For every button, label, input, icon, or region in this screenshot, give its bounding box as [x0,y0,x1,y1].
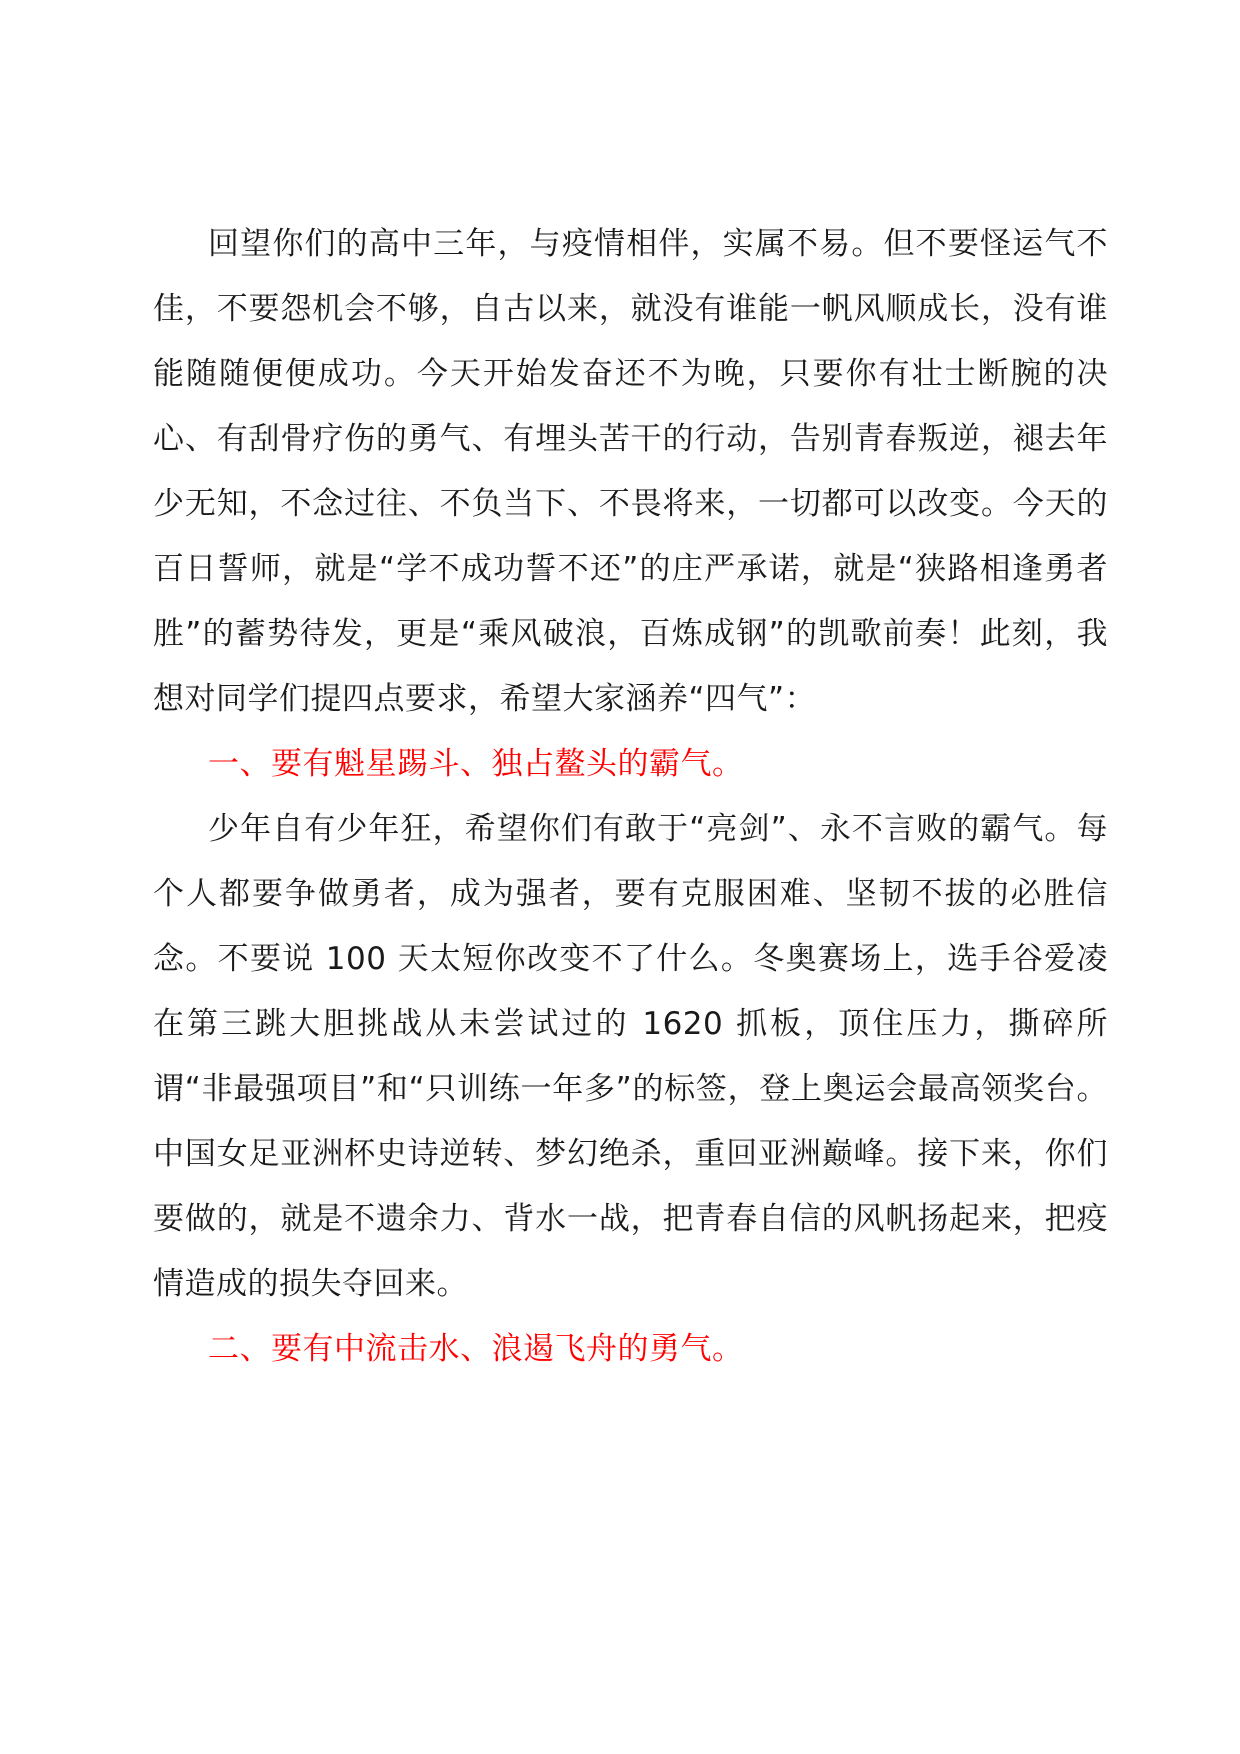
intro-paragraph: 回望你们的高中三年，与疫情相伴，实属不易。但不要怪运气不佳，不要怨机会不够，自古以来，就没有谁能一帆风顺成长，没有谁能随随便便成功。今天开始发奋还不为晚，只要你有壮士断腕的决心、有刮骨疗伤的勇气、有埋头苦干的行动，告别青春叛逆，褪去年少无知，不念过往、不负当下、不畏将来，一切都可以改变。今天的百日誓师，就是“学不成功誓不还”的庄严承诺，就是“狭路相逢勇者胜”的蓄势待发，更是“乘风破浪，百炼成钢”的凯歌前奏！此刻，我想对同学们提四点要求，希望大家涵养“四气”： [153,226,1108,717]
section-1-paragraph: 少年自有少年狂，希望你们有敢于“亮剑”、永不言败的霸气。每个人都要争做勇者，成为强者，要有克服困难、坚韧不拔的必胜信念。不要说 100 天太短你改变不了什么。冬奥赛场上，选手谷爱凌在第三跳大胆挑战从未尝试过的 1620 抓板，顶住压力，撕碎所谓“非最强项目”和“只训练一年多”的标签，登上奥运会最高领奖台。中国女足亚洲杯史诗逆转、梦幻绝杀，重回亚洲巅峰。接下来，你们要做的，就是不遗余力、背水一战，把青春自信的风帆扬起来，把疫情造成的损失夺回来。 [153,811,1108,1302]
document-body [153,212,1108,1382]
section-heading-2: 二、要有中流击水、浪遏飞舟的勇气。 [208,1331,744,1367]
section-heading-1: 一、要有魁星踢斗、独占鳌头的霸气。 [208,746,744,782]
